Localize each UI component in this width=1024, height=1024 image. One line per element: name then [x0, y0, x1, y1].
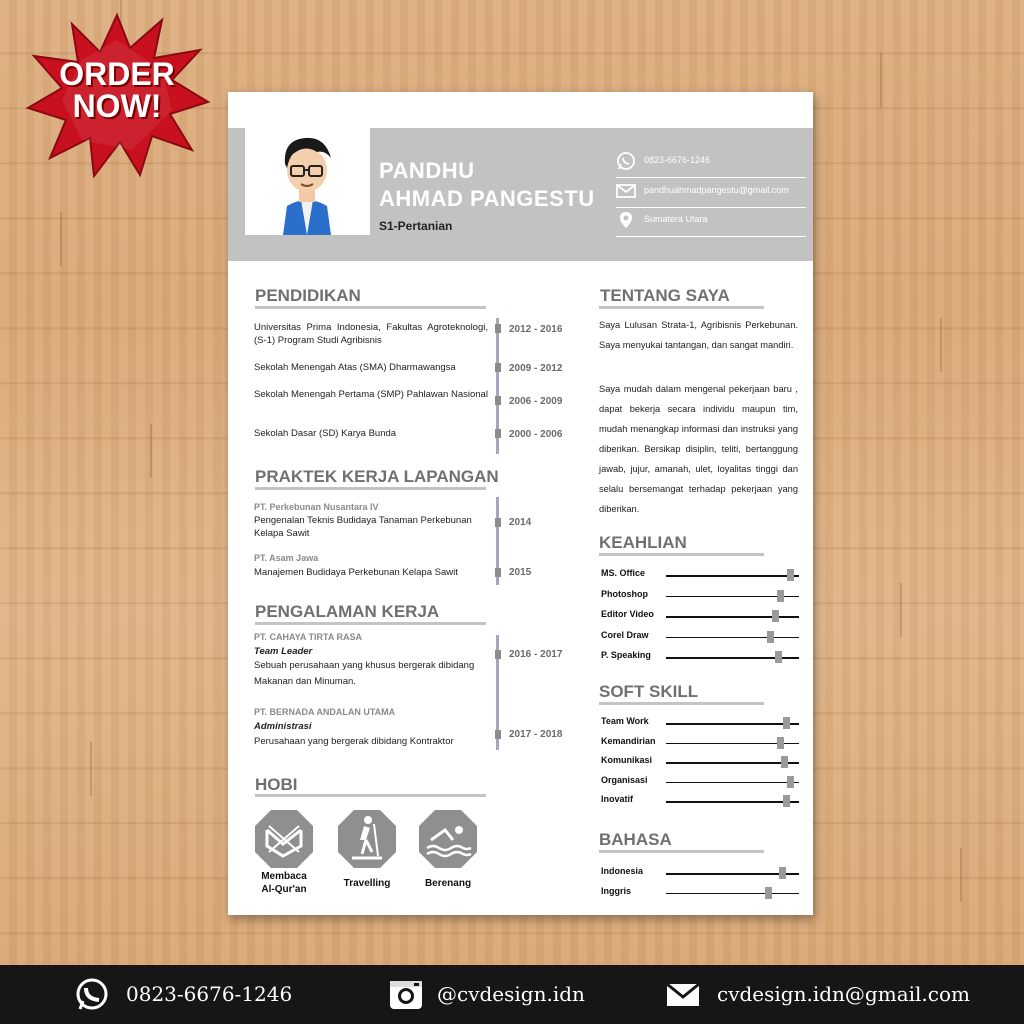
- section-title-tentang: TENTANG SAYA: [600, 286, 730, 305]
- quran-reading-icon: [253, 808, 315, 870]
- skill-level-marker: [765, 887, 772, 899]
- section-divider: [599, 702, 764, 705]
- skill-level-marker: [783, 717, 790, 729]
- pkl-desc: Pengenalan Teknis Budidaya Tanaman Perkebunan Kelapa Sawit: [254, 515, 472, 539]
- section-title-pendidikan: PENDIDIKAN: [255, 286, 361, 305]
- skill-track: [666, 782, 799, 784]
- timeline-marker: [495, 650, 501, 659]
- skill-label: Organisasi: [601, 774, 648, 785]
- contact-email-text: pandhuahmadpangestu@gmail.com: [644, 185, 789, 195]
- wood-seam: [150, 424, 152, 478]
- job-years: 2017 - 2018: [509, 729, 563, 740]
- footer-phone-text: 0823-6676-1246: [126, 982, 293, 1006]
- section-title-softskill: SOFT SKILL: [599, 682, 699, 701]
- timeline-marker: [495, 429, 501, 438]
- timeline-marker: [495, 396, 501, 405]
- skill-label: Photoshop: [601, 588, 648, 599]
- instagram-icon: [388, 977, 424, 1013]
- skill-label: MS. Office: [601, 568, 646, 578]
- skill-label: Kemandirian: [601, 735, 656, 746]
- name-line2: AHMAD PANGESTU: [379, 186, 595, 211]
- skill-level-marker: [777, 590, 784, 602]
- whatsapp-icon: [616, 151, 636, 171]
- wood-seam: [90, 742, 92, 796]
- cv-paper: [228, 92, 813, 915]
- hobby-label-line2: Al-Qur'an: [261, 884, 307, 895]
- skill-track: [666, 893, 799, 895]
- about-paragraph-2: Saya mudah dalam mengenal pekerjaan baru , dapat bekerja secara individu maupun tim, mudah menangkap informasi dan instruksi yang diberikan. Bersikap disiplin, teliti, bertanggung jawab, jujur, amanah, ulet, loyalitas tinggi dan selalu bersemangat terhadap pekerjaan yang diberikan.: [599, 384, 798, 514]
- skill-label: Editor Video: [601, 609, 654, 619]
- timeline-marker: [495, 363, 501, 372]
- pkl-year: 2014: [509, 517, 532, 528]
- skill-label: Komunikasi: [601, 755, 653, 765]
- contact-location-text: Sumatera Utara: [644, 214, 708, 224]
- contact-email[interactable]: [616, 177, 806, 208]
- skill-label: Inggris: [601, 885, 632, 896]
- hobby-label: Berenang: [424, 878, 472, 889]
- skill-level-marker: [767, 631, 774, 643]
- timeline-marker: [495, 518, 501, 527]
- timeline-marker: [495, 324, 501, 333]
- section-title-hobi: HOBI: [255, 775, 298, 794]
- section-divider: [599, 553, 764, 556]
- hobby-label: [243, 870, 325, 896]
- wood-seam: [960, 848, 962, 902]
- job-desc: Sebuah perusahaan yang khusus bergerak dibidang Makanan dan Minuman.: [254, 660, 475, 687]
- order-now-label[interactable]: ORDER NOW!: [59, 56, 175, 124]
- footer-bar: [0, 965, 1024, 1024]
- edu-school: Sekolah Menengah Pertama (SMP) Pahlawan Nasional: [254, 389, 488, 400]
- skill-label: Inovatif: [601, 794, 634, 804]
- name-line1: PANDHU: [379, 158, 475, 183]
- edu-years: 2006 - 2009: [509, 396, 563, 407]
- hiking-icon: [336, 808, 398, 870]
- skill-level-marker: [775, 651, 782, 663]
- contact-phone-text: 0823-6676-1246: [644, 155, 711, 165]
- envelope-icon: [665, 977, 701, 1013]
- edu-school: Sekolah Dasar (SD) Karya Bunda: [254, 428, 397, 439]
- section-title-keahlian: KEAHLIAN: [599, 533, 687, 552]
- section-divider: [255, 487, 486, 490]
- about-paragraph-1: Saya Lulusan Strata-1, Agribisnis Perkebunan. Saya menyukai tantangan, dan sangat mandiri.: [599, 320, 798, 350]
- skill-label: P. Speaking: [601, 650, 651, 660]
- location-pin-icon: [616, 210, 636, 230]
- skill-level-marker: [777, 737, 784, 749]
- footer-email-text: cvdesign.idn@gmail.com: [717, 982, 970, 1006]
- pkl-desc: Manajemen Budidaya Perkebunan Kelapa Sawit: [254, 567, 458, 578]
- skill-track: [666, 762, 799, 764]
- hobby-label: Travelling: [343, 878, 391, 889]
- pkl-company: PT. Perkebunan Nusantara IV: [254, 502, 379, 512]
- edu-years: 2012 - 2016: [509, 324, 563, 335]
- job-role: Team Leader: [254, 646, 313, 657]
- skill-track: [666, 575, 799, 577]
- wood-seam: [60, 212, 62, 266]
- edu-years: 2000 - 2006: [509, 429, 563, 440]
- job-company: PT. BERNADA ANDALAN UTAMA: [254, 707, 396, 717]
- timeline-marker: [495, 730, 501, 739]
- skill-label: Team Work: [601, 716, 649, 726]
- skill-level-marker: [781, 756, 788, 768]
- swimming-icon: [417, 808, 479, 870]
- skill-label: Indonesia: [601, 866, 644, 876]
- skill-level-marker: [787, 569, 794, 581]
- skill-track: [666, 801, 799, 803]
- skill-label: Corel Draw: [601, 629, 649, 640]
- skill-track: [666, 723, 799, 725]
- skill-level-marker: [783, 795, 790, 807]
- skill-level-marker: [772, 610, 779, 622]
- pkl-year: 2015: [509, 567, 532, 578]
- whatsapp-icon: [74, 977, 110, 1013]
- section-divider: [599, 850, 764, 853]
- section-divider: [255, 306, 486, 309]
- avatar: [245, 128, 370, 235]
- job-years: 2016 - 2017: [509, 649, 563, 660]
- skill-track: [666, 616, 799, 618]
- section-title-pengalaman: PENGALAMAN KERJA: [255, 602, 440, 621]
- skill-track: [666, 637, 799, 639]
- hobby-label-line1: Membaca: [261, 871, 307, 882]
- section-divider: [255, 622, 486, 625]
- avatar-cartoon-icon: [245, 128, 370, 235]
- wood-seam: [900, 583, 902, 637]
- section-divider: [599, 306, 764, 309]
- job-role: Administrasi: [254, 721, 312, 732]
- contact-phone[interactable]: [616, 147, 806, 178]
- edu-years: 2009 - 2012: [509, 363, 563, 374]
- edu-school: Sekolah Menengah Atas (SMA) Dharmawangsa: [254, 362, 456, 373]
- job-desc: Perusahaan yang bergerak dibidang Kontraktor: [254, 736, 454, 747]
- wood-seam: [940, 318, 942, 372]
- section-title-bahasa: BAHASA: [599, 830, 672, 849]
- pkl-company: PT. Asam Jawa: [254, 553, 319, 563]
- section-divider: [255, 794, 486, 797]
- contact-location: [616, 206, 806, 237]
- degree: S1-Pertanian: [379, 219, 453, 233]
- skill-level-marker: [779, 867, 786, 879]
- footer-instagram-text: @cvdesign.idn: [437, 982, 585, 1006]
- job-company: PT. CAHAYA TIRTA RASA: [254, 632, 363, 642]
- edu-school: Universitas Prima Indonesia, Fakultas Agroteknologi, (S-1) Program Studi Agribisnis: [254, 322, 488, 346]
- wood-seam: [880, 53, 882, 107]
- skill-level-marker: [787, 776, 794, 788]
- envelope-icon: [616, 181, 636, 201]
- timeline-marker: [495, 568, 501, 577]
- full-name: [379, 157, 595, 213]
- section-title-pkl: PRAKTEK KERJA LAPANGAN: [255, 467, 499, 486]
